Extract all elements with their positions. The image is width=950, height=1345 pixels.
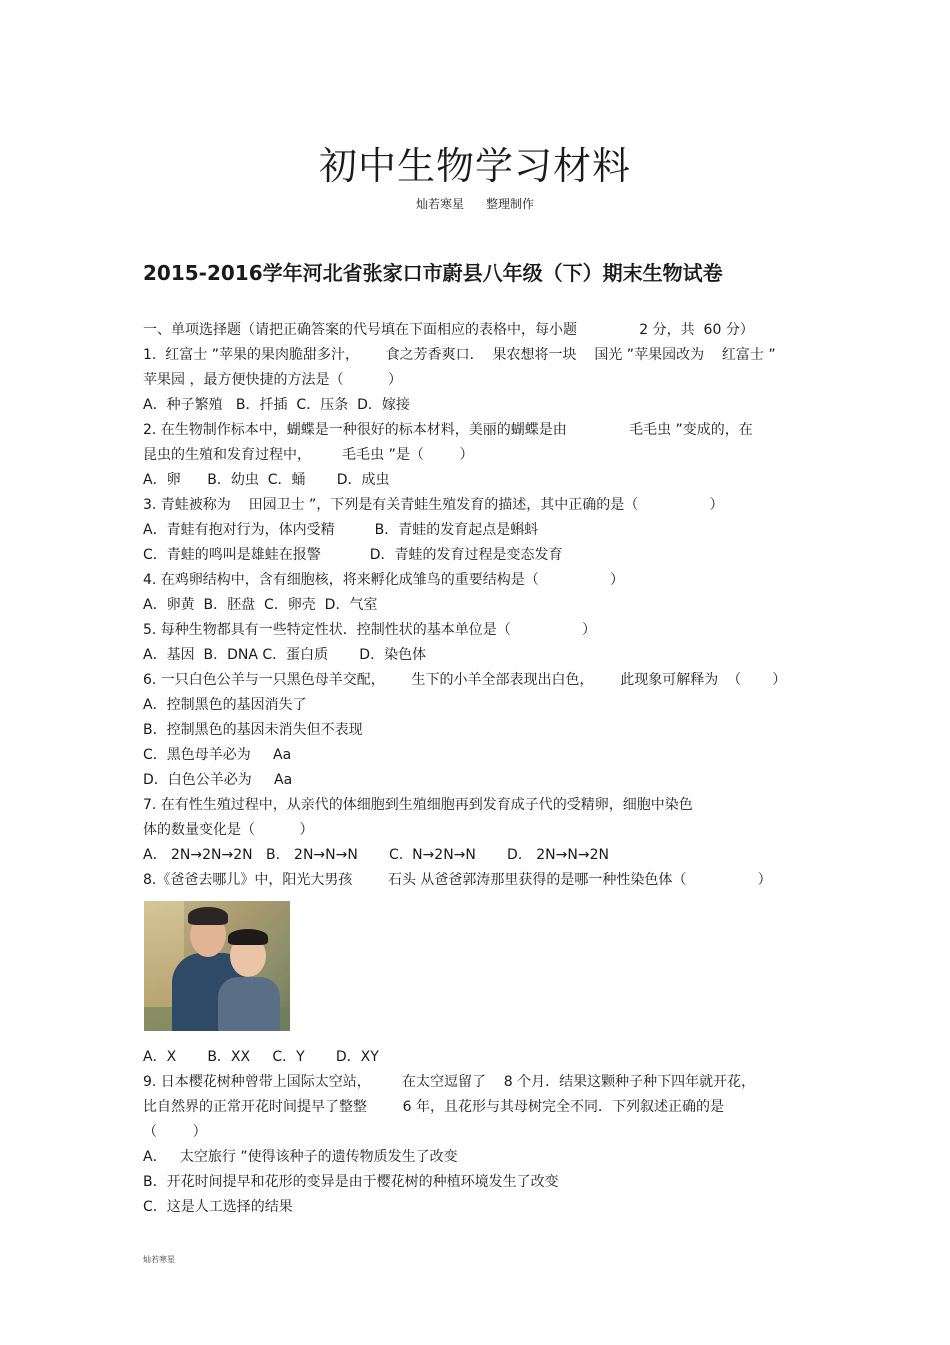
text-line: B．控制黑色的基因未消失但不表现 [143, 722, 363, 738]
author-line [0, 195, 950, 212]
text-line: 1. 红富士 ”苹果的果肉脆甜多汁， 食之芳香爽口． 果农想将一块 国光 ”苹果园改为 红富士 ” [143, 347, 776, 363]
text-line: D．白色公羊必为 Aa [143, 772, 293, 788]
question-lines-before-image [143, 318, 823, 893]
text-line: 7. 在有性生殖过程中，从亲代的体细胞到生殖细胞再到发育成子代的受精卵，细胞中染色 [143, 797, 693, 813]
text-line: A．控制黑色的基因消失了 [143, 697, 307, 713]
text-line: A．青蛙有抱对行为，体内受精 B．青蛙的发育起点是蝌蚪 [143, 522, 539, 538]
text-line: C．青蛙的鸣叫是雄蛙在报警 D．青蛙的发育过程是变态发育 [143, 547, 563, 563]
text-line: A．卵 B．幼虫 C．蛹 D．成虫 [143, 472, 390, 488]
text-line: 比自然界的正常开花时间提早了整整 6 年，且花形与其母树完全不同．下列叙述正确的是 [143, 1099, 724, 1115]
text-line: 体的数量变化是（ ） [143, 822, 314, 838]
exam-title: 2015-2016学年河北省张家口市蔚县八年级（下）期末生物试卷 [143, 261, 723, 285]
text-line: 6. 一只白色公羊与一只黑色母羊交配， 生下的小羊全部表现出白色， 此现象可解释为 （ ） [143, 672, 787, 688]
text-line: A．种子繁殖 B．扦插 C．压条 D．嫁接 [143, 397, 410, 413]
text-line: A．X B．XX C．Y D．XY [143, 1049, 379, 1065]
question-lines-after-image [143, 1045, 823, 1220]
text-line: B．开花时间提早和花形的变异是由于樱花树的种植环境发生了改变 [143, 1174, 559, 1190]
text-line: （ ） [143, 1124, 207, 1140]
text-line: 3. 青蛙被称为 田园卫士 ”，下列是有关青蛙生殖发育的描述，其中正确的是（ ） [143, 497, 724, 513]
text-line: 8.《爸爸去哪儿》中，阳光大男孩 石头 从爸爸郭涛那里获得的是哪一种性染色体（ ） [143, 872, 772, 888]
text-line: 一、单项选择题（请把正确答案的代号填在下面相应的表格中，每小题 2 分，共 60 分） [143, 322, 754, 338]
question-content [143, 318, 823, 1220]
page-title: 初中生物学习材料 [318, 144, 631, 188]
text-line: 昆虫的生殖和发育过程中， 毛毛虫 ”是（ ） [143, 447, 474, 463]
text-line: A． 2N→2N→2N B． 2N→N→N C. N→2N→N D． 2N→N→2N [143, 847, 609, 863]
text-line: 5. 每种生物都具有一些特定性状．控制性状的基本单位是（ ） [143, 622, 597, 638]
author-name: 灿若寒星 [415, 197, 464, 211]
text-line: 2. 在生物制作标本中，蝴蝶是一种很好的标本材料，美丽的蝴蝶是由 毛毛虫 ”变成的，在 [143, 422, 753, 438]
text-line: 9. 日本樱花树种曾带上国际太空站， 在太空逗留了 8 个月．结果这颗种子种下四年就开花， [143, 1074, 756, 1090]
text-line: A．卵黄 B．胚盘 C．卵壳 D．气室 [143, 597, 378, 613]
text-line: A．基因 B．DNA C．蛋白质 D．染色体 [143, 647, 427, 663]
text-line: C．黑色母羊必为 Aa [143, 747, 292, 763]
text-line: C．这是人工选择的结果 [143, 1199, 293, 1215]
question-8-photo [144, 901, 290, 1031]
text-line: A． 太空旅行 ”使得该种子的遗传物质发生了改变 [143, 1149, 458, 1165]
text-line: 苹果园 ，最方便快捷的方法是（ ） [143, 372, 402, 388]
page-footer: 灿若寒星 [143, 1255, 175, 1264]
author-role: 整理制作 [486, 197, 535, 211]
text-line: 4. 在鸡卵结构中，含有细胞核，将来孵化成雏鸟的重要结构是（ ） [143, 572, 625, 588]
